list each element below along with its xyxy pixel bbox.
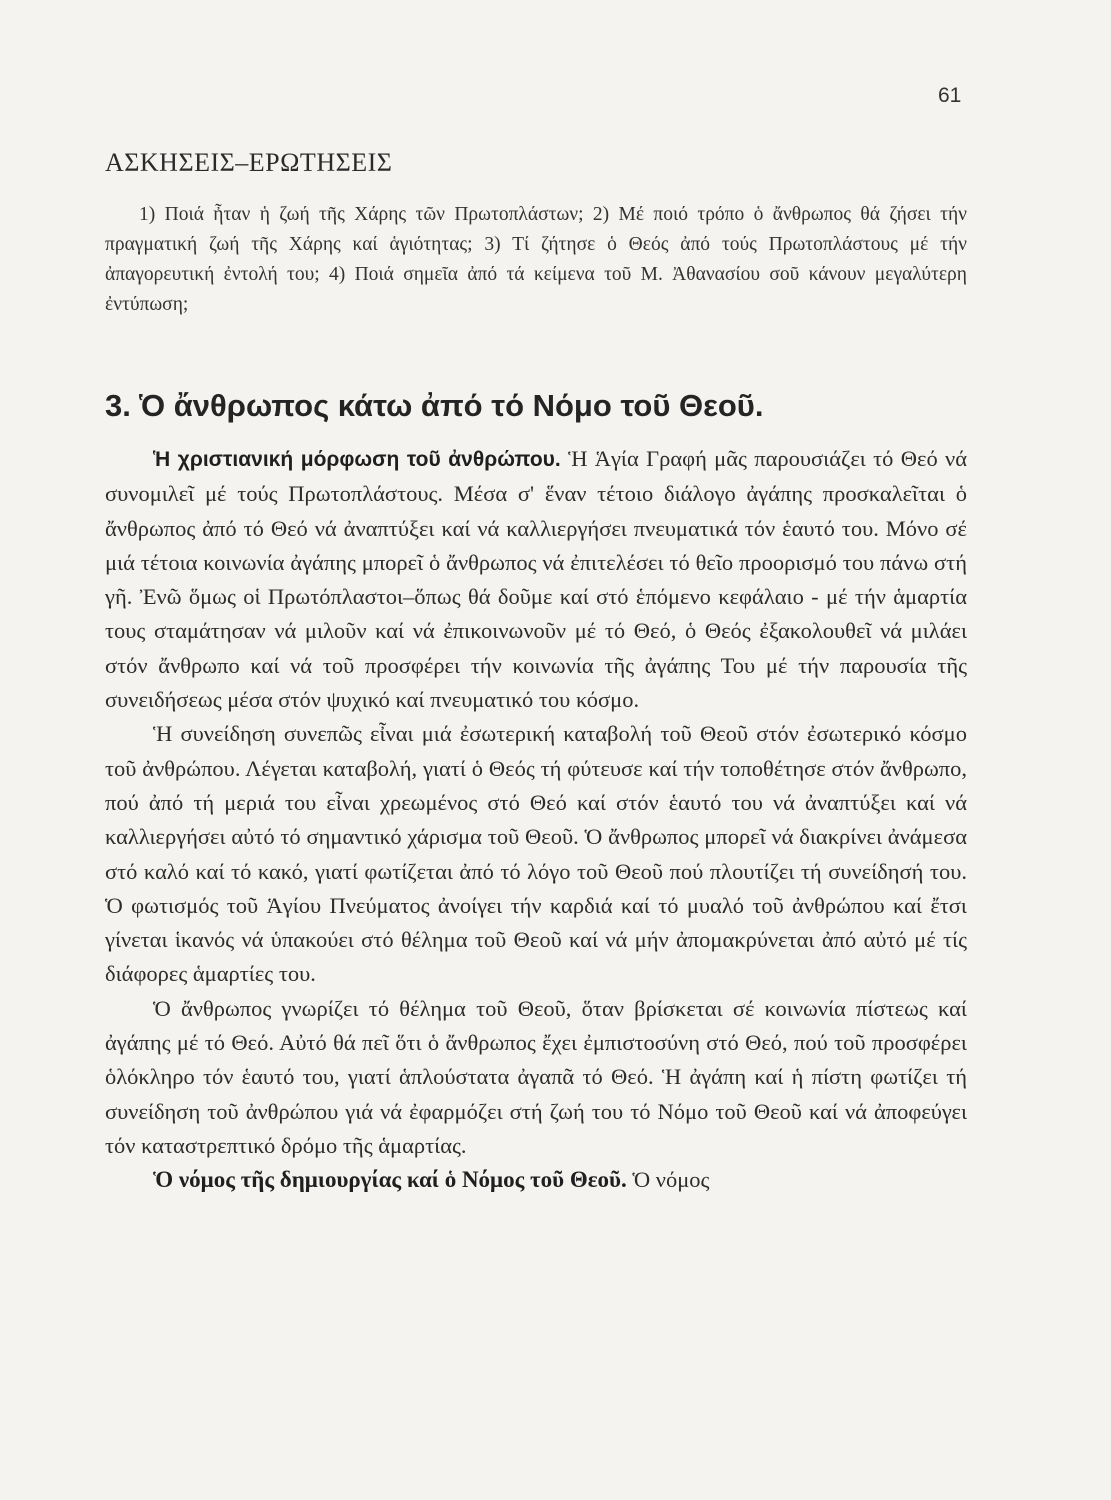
section-body: [105, 442, 967, 1198]
paragraph: [105, 1163, 967, 1197]
sub-heading: Ὁ νόμος τῆς δημιουργίας καί ὁ Νόμος τοῦ Θεοῦ.: [153, 1167, 627, 1193]
exercises-questions: 1) Ποιά ἦταν ἡ ζωή τῆς Χάρης τῶν Πρωτοπλάστων; 2) Μέ ποιό τρόπο ὁ ἄνθρωπος θά ζήσει τήν πραγματική ζωή τῆς Χάρης καί ἁγιότητας; 3) Τί ζήτησε ὁ Θεός ἀπό τούς Πρωτοπλάστους μέ τήν ἀπαγορευτική ἐντολή του; 4) Ποιά σημεῖα ἀπό τά κείμενα τοῦ Μ. Ἀθανασίου σοῦ κάνουν μεγαλύτερη ἐντύπωση;: [105, 204, 967, 315]
section-title: 3. Ὁ ἄνθρωπος κάτω ἀπό τό Νόμο τοῦ Θεοῦ.: [105, 388, 764, 423]
exercises-heading: ΑΣΚΗΣΕΙΣ–ΕΡΩΤΗΣΕΙΣ: [105, 148, 393, 177]
paragraph-text: Ἡ Ἁγία Γραφή μᾶς παρουσιάζει τό Θεό νά συνομιλεῖ μέ τούς Πρωτοπλάστους. Μέσα σ' ἕναν τέτοιο διάλογο ἀγάπης προσκαλεῖται ὁ ἄνθρωπος ἀπό τό Θεό νά ἀναπτύξει καί νά καλλιεργήσει πνευματικά τόν ἑαυτό του. Μόνο σέ μιά τέτοια κοινωνία ἀγάπης μπορεῖ ὁ ἄνθρωπος νά ἐπιτελέσει τό θεῖο προορισμό του πάνω στή γῆ. Ἐνῶ ὅμως οἱ Πρωτόπλαστοι–ὅπως θά δοῦμε καί στό ἑπόμενο κεφάλαιο - μέ τήν ἁμαρτία τους σταμάτησαν νά μιλοῦν καί νά ἐπικοινωνοῦν μέ τό Θεό, ὁ Θεός ἐξακολουθεῖ νά μιλάει στόν ἄνθρωπο καί νά τοῦ προσφέρει τήν κοινωνία τῆς ἀγάπης Του μέ τήν παρουσία τῆς συνειδήσεως μέσα στόν ψυχικό καί πνευματικό του κόσμο.: [105, 446, 967, 713]
sub-heading: Ἡ χριστιανική μόρφωση τοῦ ἀνθρώπου.: [153, 448, 561, 471]
paragraph-text: Ὁ νόμος: [632, 1167, 710, 1193]
paragraph: Ἡ συνείδηση συνεπῶς εἶναι μιά ἐσωτερική καταβολή τοῦ Θεοῦ στόν ἐσωτερικό κόσμο τοῦ ἀνθρώπου. Λέγεται καταβολή, γιατί ὁ Θεός τή φύτευσε καί τήν τοποθέτησε στόν ἄνθρωπο, πού ἀπό τή μεριά του εἶναι χρεωμένος στό Θεό καί στόν ἑαυτό του νά ἀναπτύξει καί νά καλλιεργήσει αὐτό τό σημαντικό χάρισμα τοῦ Θεοῦ. Ὁ ἄνθρωπος μπορεῖ νά διακρίνει ἀνάμεσα στό καλό καί τό κακό, γιατί φωτίζεται ἀπό τό λόγο τοῦ Θεοῦ πού πλουτίζει τή συνείδησή του. Ὁ φωτισμός τοῦ Ἁγίου Πνεύματος ἀνοίγει τήν καρδιά καί τό μυαλό τοῦ ἀνθρώπου καί ἔτσι γίνεται ἱκανός νά ὑπακούει στό θέλημα τοῦ Θεοῦ καί νά μήν ἀπομακρύνεται ἀπό αὐτό μέ τίς διάφορες ἁμαρτίες του.: [105, 721, 967, 987]
paragraph: [105, 442, 967, 717]
paragraph: Ὁ ἄνθρωπος γνωρίζει τό θέλημα τοῦ Θεοῦ, ὅταν βρίσκεται σέ κοινωνία πίστεως καί ἀγάπης μέ τό Θεό. Αὐτό θά πεῖ ὅτι ὁ ἄνθρωπος ἔχει ἐμπιστοσύνη στό Θεό, πού τοῦ προσφέρει ὁλόκληρο τόν ἑαυτό του, γιατί ἁπλούστατα ἀγαπᾶ τό Θεό. Ἡ ἀγάπη καί ἡ πίστη φωτίζει τή συνείδηση τοῦ ἀνθρώπου γιά νά ἐφαρμόζει στή ζωή του τό Νόμο τοῦ Θεοῦ καί νά ἀποφεύγει τόν καταστρεπτικό δρόμο τῆς ἁμαρτίας.: [105, 995, 967, 1158]
page-number: 61: [938, 84, 962, 107]
